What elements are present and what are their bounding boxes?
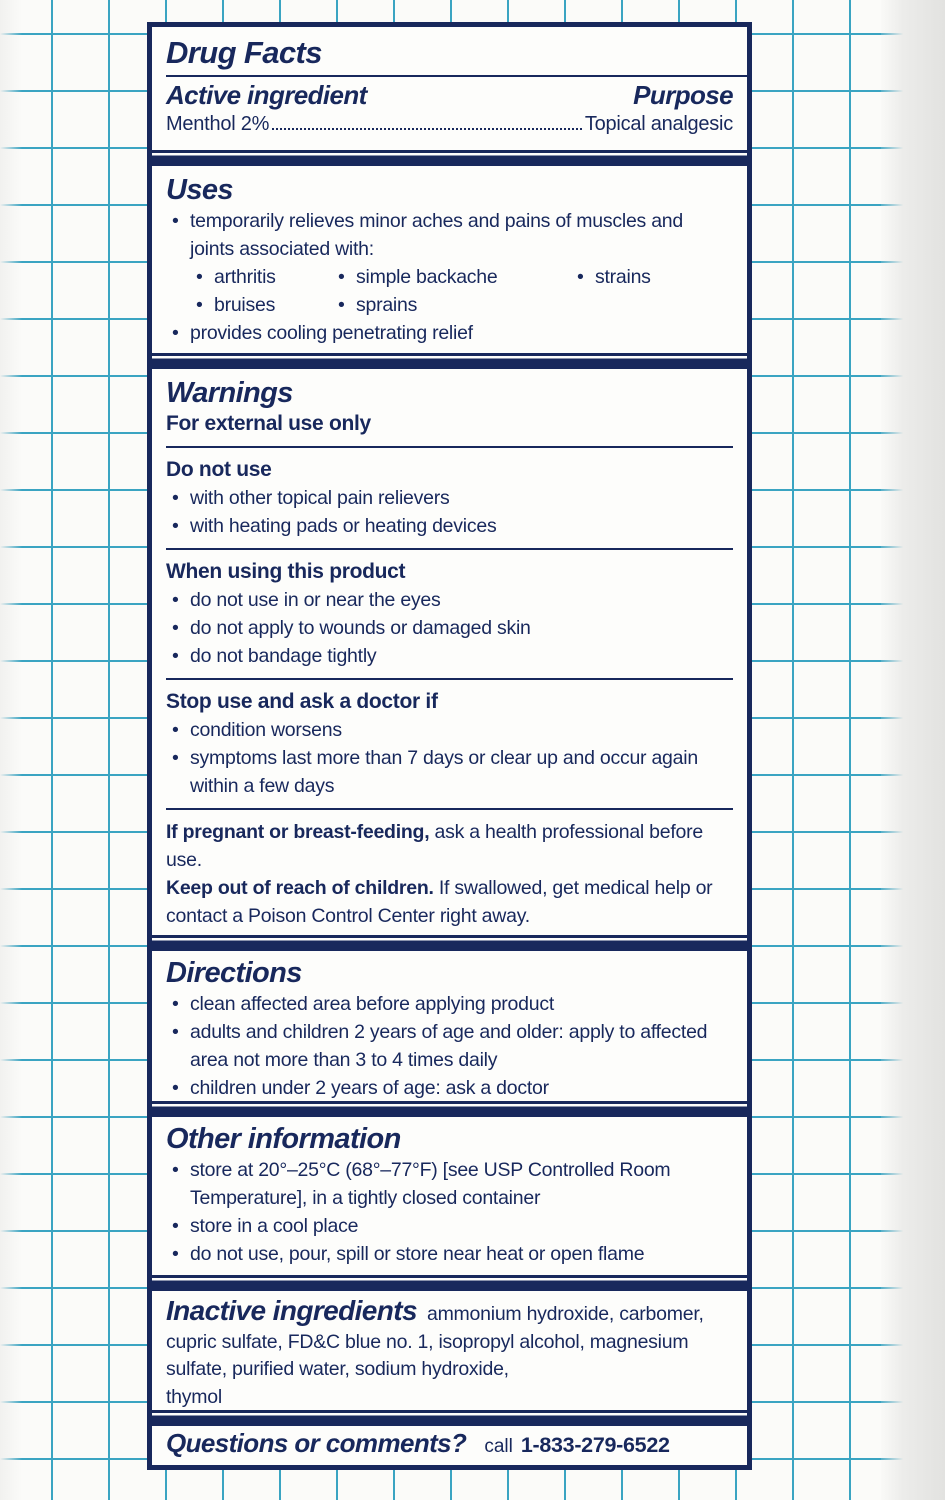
pregnant-warning-bold: If pregnant or breast-feeding, bbox=[166, 821, 430, 844]
do-not-use-heading: Do not use bbox=[166, 458, 272, 482]
other-information-heading: Other information bbox=[166, 1123, 401, 1155]
do-not-use-bullet: • with other topical pain relievers bbox=[166, 484, 733, 512]
stop-use-bullet: • symptoms last more than 7 days or clear up and occur again within a few days bbox=[166, 744, 722, 800]
uses-sub-bruises: • bruises bbox=[190, 291, 332, 319]
title-rule bbox=[166, 75, 747, 77]
when-using-bullet: • do not bandage tightly bbox=[166, 642, 733, 670]
bullet-dot: • bbox=[338, 294, 345, 317]
bullet-dot: • bbox=[172, 719, 179, 742]
active-ingredient-row bbox=[166, 81, 733, 111]
bullet-dot: • bbox=[196, 266, 203, 289]
section-other-information bbox=[152, 1117, 747, 1275]
bullet-dot: • bbox=[172, 747, 179, 770]
warnings-rule-3 bbox=[166, 678, 733, 680]
section-warnings bbox=[152, 369, 747, 935]
uses-bullet-1: • temporarily relieves minor aches and pains of muscles and joints associated with: bbox=[166, 207, 722, 263]
section-directions bbox=[152, 951, 747, 1101]
inactive-ingredients-heading: Inactive ingredients bbox=[166, 1295, 417, 1326]
bullet-dot: • bbox=[577, 266, 584, 289]
warnings-heading: Warnings bbox=[166, 377, 293, 409]
when-using-heading: When using this product bbox=[166, 560, 406, 584]
drug-facts-title: Drug Facts bbox=[166, 35, 322, 70]
section-inactive-ingredients bbox=[152, 1291, 747, 1410]
ingredient-row bbox=[166, 113, 733, 136]
uses-sub-strains: • strains bbox=[571, 263, 733, 291]
section-questions bbox=[152, 1426, 747, 1465]
when-using-bullet: • do not use in or near the eyes bbox=[166, 586, 733, 614]
other-info-bullet: • do not use, pour, spill or store near heat or open flame bbox=[166, 1240, 733, 1268]
bullet-dot: • bbox=[172, 322, 179, 345]
warnings-rule-1 bbox=[166, 446, 733, 448]
other-info-bullet: • store in a cool place bbox=[166, 1212, 733, 1240]
section-uses bbox=[152, 166, 747, 353]
ingredient-purpose: Topical analgesic bbox=[584, 112, 733, 135]
bullet-dot: • bbox=[172, 210, 179, 233]
section-divider bbox=[152, 1275, 747, 1291]
inactive-last-item: thymol bbox=[166, 1385, 222, 1408]
children-warning-bold: Keep out of reach of children. bbox=[166, 877, 434, 900]
bullet-dot: • bbox=[172, 993, 179, 1016]
left-edge-shadow bbox=[0, 0, 22, 1500]
uses-heading: Uses bbox=[166, 174, 233, 206]
active-ingredient-heading: Active ingredient bbox=[166, 79, 367, 110]
section-divider bbox=[152, 1410, 747, 1426]
bullet-dot: • bbox=[172, 1215, 179, 1238]
bullet-dot: • bbox=[196, 294, 203, 317]
section-drug-facts bbox=[152, 27, 747, 150]
when-using-bullet: • do not apply to wounds or damaged skin bbox=[166, 614, 733, 642]
section-divider bbox=[152, 353, 747, 369]
uses-bullet-2: • provides cooling penetrating relief bbox=[166, 319, 733, 347]
right-edge-shadow bbox=[881, 0, 945, 1500]
other-info-bullet: • store at 20°–25°C (68°–77°F) [see USP Controlled Room Temperature], in a tightly closed container bbox=[166, 1156, 733, 1212]
uses-sub-row-1 bbox=[190, 263, 733, 291]
questions-heading: Questions or comments? bbox=[166, 1428, 467, 1458]
section-divider bbox=[152, 150, 747, 166]
bullet-dot: • bbox=[172, 645, 179, 668]
do-not-use-bullet: • with heating pads or heating devices bbox=[166, 512, 733, 540]
dotted-leader bbox=[272, 128, 582, 130]
bullet-dot: • bbox=[172, 1021, 179, 1044]
uses-sub-backache: • simple backache bbox=[332, 263, 571, 291]
call-label: call bbox=[484, 1436, 513, 1457]
section-divider bbox=[152, 1101, 747, 1117]
pregnant-warning: If pregnant or breast-feeding, ask a health professional before use. bbox=[166, 821, 703, 872]
bullet-dot: • bbox=[172, 1243, 179, 1266]
directions-bullet: • clean affected area before applying product bbox=[166, 990, 733, 1018]
uses-sub-sprains: • sprains bbox=[332, 291, 571, 319]
bullet-dot: • bbox=[172, 1077, 179, 1100]
bullet-dot: • bbox=[172, 515, 179, 538]
uses-sub-arthritis: • arthritis bbox=[190, 263, 332, 291]
stop-use-bullet: • condition worsens bbox=[166, 716, 733, 744]
purpose-heading: Purpose bbox=[633, 79, 733, 110]
ingredient-name: Menthol 2% bbox=[166, 112, 270, 135]
bullet-dot: • bbox=[338, 266, 345, 289]
directions-bullet: • adults and children 2 years of age and older: apply to affected area not more than 3 to 4 times daily bbox=[166, 1018, 733, 1074]
external-use-text: For external use only bbox=[166, 412, 371, 436]
stop-use-heading: Stop use and ask a doctor if bbox=[166, 690, 438, 714]
directions-bullet: • children under 2 years of age: ask a doctor bbox=[166, 1074, 733, 1101]
warnings-rule-4 bbox=[166, 808, 733, 810]
children-warning: Keep out of reach of children. If swallowed, get medical help or contact a Poison Control Center right away. bbox=[166, 877, 713, 928]
bullet-dot: • bbox=[172, 1159, 179, 1182]
drug-facts-label bbox=[147, 22, 752, 1470]
uses-sub-row-2 bbox=[190, 291, 733, 319]
bullet-dot: • bbox=[172, 487, 179, 510]
warnings-rule-2 bbox=[166, 548, 733, 550]
bullet-dot: • bbox=[172, 589, 179, 612]
phone-number: 1-833-279-6522 bbox=[520, 1433, 670, 1457]
bullet-dot: • bbox=[172, 617, 179, 640]
directions-heading: Directions bbox=[166, 957, 302, 989]
inactive-ingredients-paragraph: Inactive ingredients ammonium hydroxide, carbomer, cupric sulfate, FD&C blue no. 1, isopropyl alcohol, magnesium sulfate, purified water, sodium hydroxide, thymol bbox=[166, 1297, 733, 1410]
section-divider bbox=[152, 935, 747, 951]
